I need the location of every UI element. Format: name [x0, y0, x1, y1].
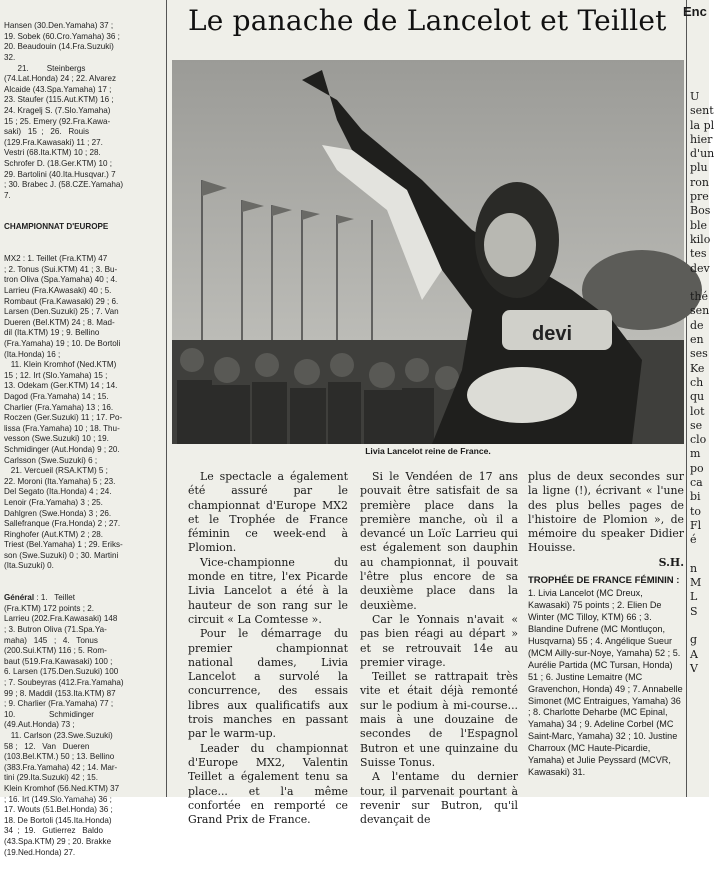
article-title: Le panache de Lancelot et Teillet	[188, 4, 667, 37]
fragment-line: se	[690, 418, 703, 432]
result-line: 15 ; 12. Irt (Slo.Yamaha) 15 ;	[4, 370, 108, 380]
result-line: 21. Steinbergs	[4, 63, 86, 73]
fragment-line: sen	[690, 304, 710, 318]
result-line: Schrofer D. (18.Ger.KTM) 10 ;	[4, 158, 112, 168]
fragment-line: tes	[690, 247, 707, 261]
result-line: 13. Odekam (Ger.KTM) 14 ; 14.	[4, 381, 118, 391]
fragment-line: clo	[690, 433, 707, 447]
fragment-line	[690, 619, 709, 633]
result-line: Carlsson (Swe.Suzuki) 6 ;	[4, 455, 98, 465]
fragment-line: Ke	[690, 361, 705, 375]
adjacent-article-fragment	[690, 90, 714, 676]
result-line: 58 ; 12. Van Dueren	[4, 741, 90, 751]
paragraph: plus de deux secondes sur la ligne (!), écrivant « l'une des plus belles pages de l'histoire de Plomion », de mémoire du speaker Didier Houisse.	[528, 470, 684, 555]
result-line: 17. Wouts (51.Bel.Honda) 36 ;	[4, 805, 113, 815]
results-block-mx2	[4, 254, 162, 572]
result-line: 99 ; 8. Maddil (153.Ita.KTM) 87	[4, 688, 116, 698]
column-divider	[166, 0, 167, 797]
result-line: Schmidinger (Aut.Honda) 9 ; 20.	[4, 444, 120, 454]
general-label: Général	[4, 593, 35, 603]
fragment-line: é	[690, 533, 697, 547]
result-line: (43.Spa.KTM) 29 ; 20. Brakke	[4, 836, 112, 846]
fragment-line: A	[690, 647, 698, 661]
result-line: (200.Sui.KTM) 116 ; 5. Rom-	[4, 646, 107, 656]
result-line: Ringhofer (Aut.KTM) 2 ; 28.	[4, 529, 103, 539]
result-line: baut (519.Fra.Kawasaki) 100 ;	[4, 656, 113, 666]
fragment-line: en	[690, 333, 704, 347]
paragraph: Teillet se rattrapait très vite et était déjà remonté sur le podium à mi-course... mais à une douzaine de secondes de l'Espagnol Butron et une quinzaine du Suisse Tonus.	[360, 670, 518, 769]
fragment-line: g	[690, 633, 698, 647]
result-line: 22. Moroni (Ita.Yamaha) 5 ; 23.	[4, 476, 116, 486]
result-line: Sallefranque (Fra.Honda) 2 ; 27.	[4, 519, 121, 529]
result-line: Dahlgren (Swe.Honda) 3 ; 26.	[4, 508, 112, 518]
result-line: Lenoir (Fra.Yamaha) 3 ; 25.	[4, 497, 103, 507]
fragment-line: plu	[690, 161, 708, 175]
result-line: dil (Ita.KTM) 19 ; 9. Bellino	[4, 328, 100, 338]
fragment-line: sent	[690, 104, 714, 118]
result-line: 19. Sobek (60.Cro.Yamaha) 36 ;	[4, 31, 120, 41]
photo-caption: Livia Lancelot reine de France.	[365, 446, 491, 456]
result-line: Larrieu (Fra.KAwasaki) 40 ; 5.	[4, 286, 112, 296]
result-line: ; 9. Charlier (Fra.Yamaha) 77 ;	[4, 699, 114, 709]
result-line: Roczen (Ger.Suzuki) 11 ; 17. Po-	[4, 413, 123, 423]
jersey-text: devi	[532, 323, 573, 345]
result-line: 10. Schmidinger	[4, 709, 94, 719]
result-line: Alcaide (43.Spa.Yamaha) 17 ;	[4, 84, 112, 94]
next-article-title: Enc	[683, 4, 707, 19]
paragraph: Leader du championnat d'Europe MX2, Valentin Teillet a également tenu sa place... et l'a même confortée en remporté ce Grand Prix de France.	[188, 741, 348, 827]
result-line: 11. Carlson (23.Swe.Suzuki)	[4, 730, 113, 740]
result-line: (Fra.KTM) 172 points ; 2.	[4, 603, 94, 613]
result-line: ; 2. Tonus (Sui.KTM) 41 ; 3. Bu-	[4, 264, 118, 274]
result-line: ; 30. Brabec J. (58.CZE.Yamaha)	[4, 180, 124, 190]
result-line: (19.Ned.Honda) 27.	[4, 847, 76, 857]
result-line: Larrieu (202.Fra.Kawasaki) 148	[4, 614, 118, 624]
results-heading: TROPHÉE DE FRANCE FÉMININ :	[528, 575, 680, 587]
result-line: 29. Bartolini (40.Ita.Husqvar.) 7	[4, 169, 116, 179]
result-line: 6. Larsen (175.Den.Suzuki) 100	[4, 667, 119, 677]
left-results-column	[4, 0, 162, 857]
paragraph: Vice-championne du monde en titre, l'ex Picarde Livia Lancelot a été à la hauteur de son rang sur le circuit « La Comtesse ».	[188, 555, 348, 626]
result-line: ; 7. Soubeyras (412.Fra.Yamaha)	[4, 678, 124, 687]
author-signature: S.H.	[658, 555, 684, 569]
fragment-line: dev	[690, 261, 710, 275]
result-line: Hansen (30.Den.Yamaha) 37 ;	[4, 21, 114, 31]
fragment-line: hier	[690, 132, 713, 146]
result-line: 11. Klein Kromhof (Ned.KTM)	[4, 360, 117, 370]
results-block-top	[4, 21, 162, 201]
result-line: (129.Fra.Kawasaki) 11 ; 27.	[4, 137, 103, 147]
fragment-line: lot	[690, 404, 705, 418]
fragment-line: ble	[690, 218, 708, 232]
fragment-line: d'un	[690, 147, 714, 161]
paragraph: Car le Yonnais n'avait « pas bien réagi au départ » et se retrouvait 14e au premier virage.	[360, 612, 518, 669]
result-line: tini (29.Ita.Suzuki) 42 ; 15.	[4, 773, 99, 783]
result-line: tron Oliva (Spa.Yamaha) 40 ; 4.	[4, 275, 118, 285]
result-line: (49.Aut.Honda) 73 ;	[4, 720, 75, 730]
fragment-line: thé	[690, 290, 709, 304]
result-line: ; 16. Irt (149.Slo.Yamaha) 36 ;	[4, 794, 112, 804]
fragment-line: po	[690, 461, 704, 475]
result-line: Del Segato (Ita.Honda) 4 ; 24.	[4, 487, 112, 497]
results-block-general	[4, 593, 162, 858]
fragment-line: M	[690, 576, 702, 590]
fragment-line: ca	[690, 476, 703, 490]
result-line: (Fra.Yamaha) 19 ; 10. De Bortoli	[4, 339, 121, 348]
result-line: 34 ; 19. Gutierrez Baldo	[4, 826, 103, 836]
result-line: 7.	[4, 190, 11, 200]
fragment-line: de	[690, 318, 704, 332]
general-first-line: : 1. Teillet	[34, 593, 75, 603]
result-line: 15 ; 25. Emery (92.Fra.Kawa-	[4, 116, 111, 126]
result-line: Dagod (Fra.Yamaha) 14 ; 15.	[4, 391, 109, 401]
fragment-line: bi	[690, 490, 701, 504]
result-line: Dueren (Bel.KTM) 24 ; 8. Mad-	[4, 317, 115, 327]
result-line: Larsen (Den.Suzuki) 25 ; 7. Van	[4, 307, 119, 317]
result-line: ; 3. Butron Oliva (71.Spa.Ya-	[4, 625, 107, 635]
result-line: (383.Fra.Yamaha) 42 ; 14. Mar-	[4, 762, 118, 772]
result-line: son (Swe.Suzuki) 0 ; 30. Martini	[4, 550, 119, 560]
fragment-line: m	[690, 447, 701, 461]
fragment-line: qu	[690, 390, 705, 404]
fragment-line: to	[690, 504, 702, 518]
article-photo	[172, 60, 684, 444]
fragment-line: pre	[690, 190, 709, 204]
paragraph: A l'entame du dernier tour, il parvenait pourtant à revenir sur Butron, qu'il devançait de	[360, 770, 518, 827]
result-line: 23. Staufer (115.Aut.KTM) 16 ;	[4, 95, 114, 105]
paragraph: Pour le démarrage du premier championnat national dames, Livia Lancelot a survolé la concurrence, des essais libres aux qualificatifs aux trois manches en passant par le warm-up.	[188, 627, 348, 741]
result-line: (Ita.Suzuki) 0.	[4, 561, 54, 571]
paragraph: Si le Vendéen de 17 ans pouvait être satisfait de sa première place dans la première manche, où il a devancé un Loïc Larrieu qui est également son dauphin au championnat, il pouvait l'être plus encore de sa deuxième place dans la deuxième.	[360, 470, 518, 612]
column-divider-right	[686, 0, 687, 797]
rider-photo-illustration	[172, 60, 684, 444]
result-line: 24. Kragelj S. (7.Slo.Yamaha)	[4, 105, 111, 115]
result-line: Klein Kromhof (56.Ned.KTM) 37	[4, 783, 120, 793]
article-column-2	[360, 470, 518, 827]
fragment-line: U	[690, 90, 700, 103]
result-line: vesson (Swe.Suzuki) 10 ; 19.	[4, 434, 109, 444]
europe-championship-heading: CHAMPIONNAT D'EUROPE	[4, 222, 109, 232]
article-column-1	[188, 470, 348, 827]
fragment-line: S	[690, 604, 698, 618]
result-line: lissa (Fra.Yamaha) 10 ; 18. Thu-	[4, 423, 120, 433]
fragment-line: ch	[690, 375, 704, 389]
result-line: 18. De Bortoli (145.Ita.Honda)	[4, 815, 112, 825]
paragraph: Le spectacle a également été assuré par le championnat d'Europe MX2 et le Trophée de France féminin ce week-end à Plomion.	[188, 470, 348, 555]
result-line: MX2 : 1. Teillet (Fra.KTM) 47	[4, 254, 108, 264]
result-line: 20. Beaudouin (14.Fra.Suzuki)	[4, 42, 114, 52]
result-line: 32.	[4, 52, 16, 62]
result-line: Rombaut (Fra.Kawasaki) 29 ; 6.	[4, 296, 119, 306]
results-list: 1. Livia Lancelot (MC Dreux, Kawasaki) 75 points ; 2. Elien De Winter (MC Tilloy, KTM) 66 ; 3. Blandine Dufrene (MC Montluçon, Husqvarna) 55 ; 4. Angélique Sueur (MCM Ailly-sur-Noye, Yamaha) 52 ; 5. Aurélie Partida (MC Tursan, Honda) 51 ; 6. Justine Lemaitre (MC Gravenchon, Honda) 49 ; 7. Annabelle Simonet (MC Entraigues, Yamaha) 36 ; 8. Charlotte Deharbe (MC Epinal, Yamaha) 34 ; 9. Adeline Corbel (MC Saint-Marc, Yamaha) 32 ; 10. Justine Charroux (MC Haute-Picardie, Yamaha) et Julie Peyssard (MCVR, Kawasaki) 31.	[528, 588, 683, 777]
result-line: (74.Lat.Honda) 24 ; 22. Alvarez	[4, 74, 117, 84]
result-line: Charlier (Fra.Yamaha) 13 ; 16.	[4, 402, 114, 412]
fragment-line: kilo	[690, 232, 711, 246]
result-line: Triest (Bel.Yamaha) 1 ; 29. Eriks-	[4, 540, 123, 550]
fragment-line: Fl	[690, 518, 702, 532]
fragment-line: Bos	[690, 204, 711, 218]
fragment-line	[690, 276, 709, 290]
fragment-line: n	[690, 561, 698, 575]
fragment-line: ron	[690, 175, 709, 189]
article-column-3	[528, 470, 684, 779]
result-line: saki) 15 ; 26. Rouis	[4, 127, 90, 137]
result-line: (103.Bel.KTM.) 50 ; 13. Bellino	[4, 752, 115, 762]
result-line: (Ita.Honda) 16 ;	[4, 349, 61, 359]
fragment-line: L	[690, 590, 698, 604]
fragment-line: la pl	[690, 118, 714, 132]
result-line: maha) 145 ; 4. Tonus	[4, 635, 98, 645]
fragment-line: ses	[690, 347, 708, 361]
result-line: Vestri (68.Ita.KTM) 10 ; 28.	[4, 148, 101, 158]
fragment-line	[690, 548, 709, 562]
fragment-line: V	[690, 661, 698, 675]
result-line: 21. Vercueil (RSA.KTM) 5 ;	[4, 466, 108, 476]
